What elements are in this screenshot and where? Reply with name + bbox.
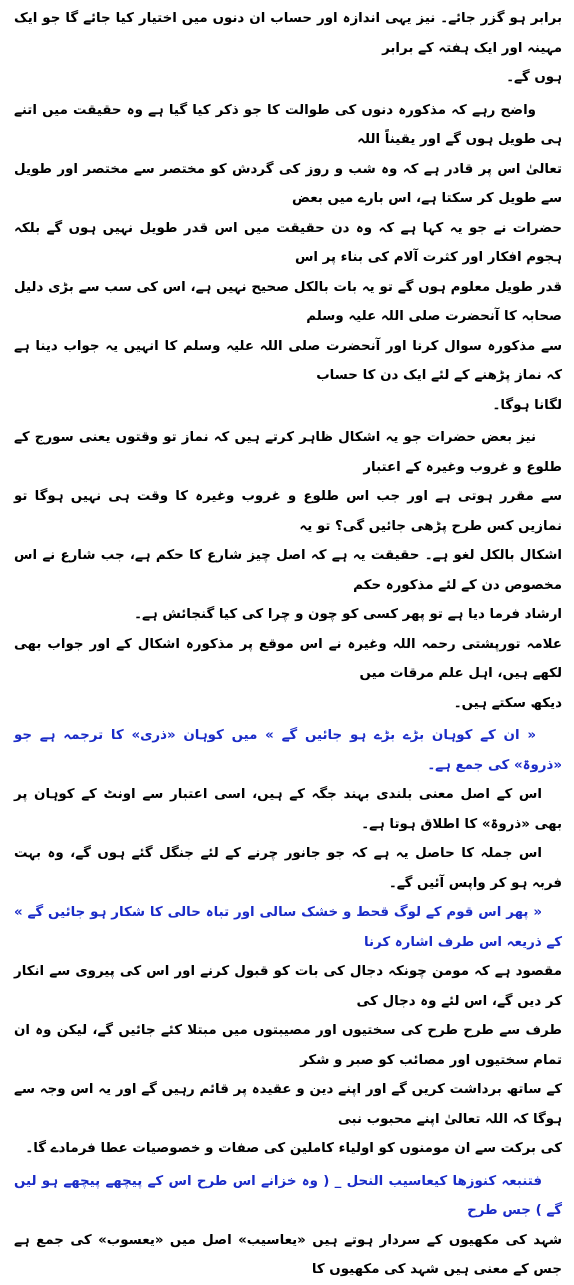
para-6-line-5: کی برکت سے ان مومنوں کو اولیاء کاملین کی صفات و خصوصیات عطا فرمادے گا۔ (25, 1141, 562, 1156)
para-4-line-1: علامہ تورپشتی رحمہ اللہ وغیرہ نے اس موقع پر مذکورہ اشکال کے اور جواب بھی لکھے ہیں، اہل علم مرقات میں (14, 636, 562, 681)
para-5-line-2: اس کے اصل معنی بلندی بہند جگہ کے ہیں، اسی اعتبار سے اونٹ کے کوہان پر بھی «ذروۃ» کا اطلاق ہوتا ہے۔ (14, 787, 562, 832)
para-2-line-3: حضرات نے جو یہ کہا ہے کہ وہ دن حقیقت میں اس قدر طویل نہیں ہوں گے بلکہ ہجوم افکار اور کثرت آلام کی بناء پر اس (14, 220, 562, 265)
paragraph-3 (14, 423, 562, 630)
para-2-line-5: سے مذکورہ سوال کرنا اور آنحضرت صلی اللہ علیہ وسلم کا انہیں یہ جواب دینا ہے کہ نماز پڑھنے کے لئے ایک دن کا حساب (14, 338, 562, 383)
para-7-line-2: شہد کی مکھیوں کے سردار ہوتے ہیں «یعاسیب» اصل میں «یعسوب» کی جمع ہے جس کے معنی ہیں شہد کی مکھیوں کا (14, 1232, 562, 1277)
para-2-line-6: لگانا ہوگا۔ (492, 397, 562, 413)
paragraph-2 (14, 96, 562, 421)
paragraph-7 (14, 1167, 562, 1285)
para-6-line-4: کے ساتھ برداشت کریں گے اور اپنے دین و عقیدہ پر قائم رہیں گے اور یہ اس وجہ سے ہوگا کہ اللہ تعالیٰ اپنے محبوب نبی (14, 1082, 562, 1127)
para-1-line-2: ہوں گے۔ (506, 70, 562, 85)
paragraph-6 (14, 898, 562, 1164)
document-page (0, 4, 574, 1277)
para-4-line-2: دیکھ سکتے ہیں۔ (453, 695, 562, 711)
para-3-line-3: اشکال بالکل لغو ہے۔ حقیقت یہ ہے کہ اصل چیز شارع کا حکم ہے، جب شارع نے اس مخصوص دن کے لئے مذکورہ حکم (14, 548, 562, 593)
para-7-line-1: فتنبعہ کنوزھا کیعاسیب النحل _ ( وہ خزانے اس طرح اس کے پیچھے پیچھے ہو لیں گے ) جس طرح (14, 1173, 562, 1218)
para-6-line-1: « پھر اس قوم کے لوگ قحط و خشک سالی اور تباہ حالی کا شکار ہو جائیں گے » کے ذریعہ اس طرف اشارہ کرنا (14, 905, 562, 950)
para-1-line-1: برابر ہو گزر جائے۔ نیز یہی اندازہ اور حساب ان دنوں میں اختیار کیا جائے گا جو ایک مہینہ اور ایک ہفتہ کے برابر (14, 11, 562, 56)
paragraph-4 (14, 630, 562, 719)
paragraph-5 (14, 721, 562, 898)
paragraph-1 (14, 4, 562, 93)
para-6-line-3: طرف سے طرح طرح کی سختیوں اور مصیبتوں میں مبتلا کئے جائیں گے، لیکن وہ ان تمام سختیوں اور مصائب کو صبر و شکر (14, 1023, 562, 1068)
para-2-line-1: واضح رہے کہ مذکورہ دنوں کی طوالت کا جو ذکر کیا گیا ہے وہ حقیقت میں اتنے ہی طویل ہوں گے اور یقیناً اللہ (14, 102, 562, 147)
para-3-line-2: سے مقرر ہوتی ہے اور جب اس طلوع و غروب وغیرہ کا وقت ہی نہیں ہوگا تو نمازیں کس طرح پڑھی جائیں گی؟ تو یہ (14, 489, 562, 534)
para-2-line-2: تعالیٰ اس پر قادر ہے کہ وہ شب و روز کی گردش کو مختصر سے مختصر اور طویل سے طویل کر سکتا ہے، اس بارے میں بعض (14, 161, 562, 206)
para-6-line-2: مقصود ہے کہ مومن چونکہ دجال کی بات کو قبول کرنے اور اس کی پیروی سے انکار کر دیں گے، اس لئے وہ دجال کی (14, 964, 562, 1009)
para-3-line-4: ارشاد فرما دیا ہے تو پھر کسی کو چون و چرا کی کیا گنجائش ہے۔ (134, 607, 562, 622)
para-5-line-3: اس جملہ کا حاصل یہ ہے کہ جو جانور چرنے کے لئے جنگل گئے ہوں گے، وہ بہت فربہ ہو کر واپس آئیں گے۔ (14, 846, 562, 891)
para-2-line-4: قدر طویل معلوم ہوں گے تو یہ بات بالکل صحیح نہیں ہے، اس کی سب سے بڑی دلیل صحابہ کا آنحضرت صلی اللہ علیہ وسلم (14, 279, 562, 324)
para-5-line-1: « ان کے کوہان بڑے بڑے ہو جائیں گے » میں کوہان «ذری» کا ترجمہ ہے جو «ذروۃ» کی جمع ہے۔ (14, 728, 562, 773)
para-3-line-1: نیز بعض حضرات جو یہ اشکال ظاہر کرتے ہیں کہ نماز تو وقتوں یعنی سورج کے طلوع و غروب وغیرہ کے اعتبار (14, 430, 562, 475)
